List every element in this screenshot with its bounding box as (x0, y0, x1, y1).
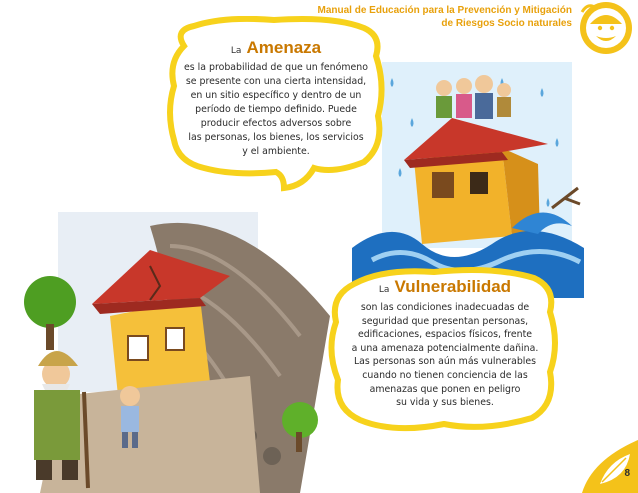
vulnerabilidad-line: cuando no tienen conciencia de las (362, 369, 528, 381)
amenaza-line: y el ambiente. (242, 146, 310, 157)
vulnerabilidad-definition (332, 276, 558, 410)
vulnerabilidad-line: a una amenaza potencialmente dañina. (351, 342, 539, 354)
vulnerabilidad-term: Vulnerabilidad (394, 277, 512, 296)
amenaza-lead: La (230, 46, 242, 56)
landslide-house-illustration (0, 206, 352, 493)
leaf-corner-icon (582, 440, 638, 493)
header-line-1: Manual de Educación para la Prevención y Mitigación (317, 5, 572, 16)
page-number: 8 (624, 468, 630, 479)
vulnerabilidad-text (332, 301, 558, 410)
amenaza-line: las personas, los bienes, los servicios (188, 132, 364, 143)
vulnerabilidad-line: seguridad que presentan personas, (361, 315, 529, 327)
amenaza-text (172, 61, 380, 159)
vulnerabilidad-line: son las condiciones inadecuadas de (360, 302, 530, 313)
vulnerabilidad-lead: La (378, 285, 390, 295)
vulnerabilidad-line: su vida y sus bienes. (396, 397, 494, 409)
amenaza-definition (172, 38, 380, 159)
amenaza-line: es la probabilidad de que un fenómeno (184, 62, 368, 73)
flood-house-illustration (352, 48, 584, 298)
amenaza-line: se presente con una cierta intensidad, (185, 76, 367, 87)
amenaza-line: período de tiempo definido. Puede (195, 104, 357, 115)
vulnerabilidad-line: amenazas que ponen en peligro (369, 383, 521, 395)
vulnerabilidad-line: Las personas son aún más vulnerables (353, 356, 537, 368)
vulnerabilidad-line: edificaciones, espacios físicos, frente (357, 329, 533, 341)
header-line-2: de Riesgos Socio naturales (441, 18, 572, 29)
amenaza-line: en un sitio específico y dentro de un (190, 90, 362, 101)
mascot-logo (576, 0, 634, 58)
amenaza-term: Amenaza (246, 38, 322, 57)
amenaza-line: producir efectos adversos sobre (200, 118, 352, 129)
